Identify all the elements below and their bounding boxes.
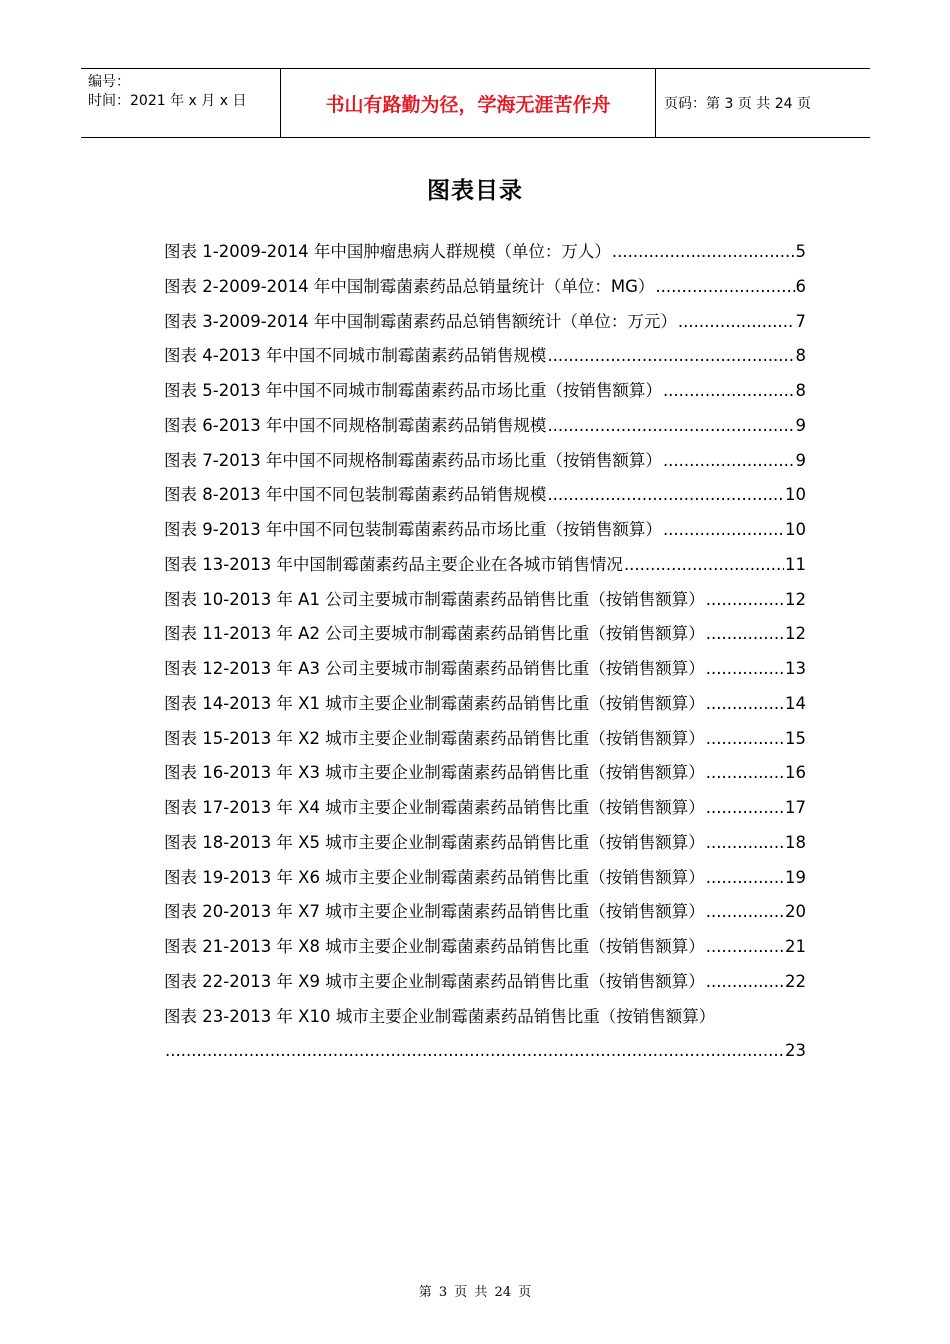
toc-entry-label: 图表 4-2013 年中国不同城市制霉菌素药品销售规模 [164,346,547,366]
toc-entry-page: 14 [785,693,806,713]
toc-entry[interactable] [164,866,806,901]
toc-entry[interactable] [164,518,806,553]
toc-leader-dots [624,553,784,577]
toc-leader-dots [706,761,784,785]
toc-entry[interactable] [164,761,806,796]
toc-entry-label: 图表 5-2013 年中国不同城市制霉菌素药品市场比重（按销售额算） [164,381,662,400]
toc-leader-dots [706,692,784,716]
page-footer: 第 3 页 共 24 页 [418,1285,532,1300]
toc-entry-label: 图表 10-2013 年 A1 公司主要城市制霉菌素药品销售比重（按销售额算） [164,589,705,609]
toc-entry-label: 图表 11-2013 年 A2 公司主要城市制霉菌素药品销售比重（按销售额算） [164,624,705,644]
toc-leader-dots [547,414,794,438]
toc-entry-label: 图表 18-2013 年 X5 城市主要企业制霉菌素药品销售比重（按销售额算） [164,832,705,852]
toc-leader-dots [655,275,794,299]
toc-entry-label: 图表 14-2013 年 X1 城市主要企业制霉菌素药品销售比重（按销售额算） [164,693,705,713]
header-page-info: 页码：第 3 页 共 24 页 [664,96,811,112]
toc-entry[interactable] [164,935,806,970]
toc-entry-label: 图表 23-2013 年 X10 城市主要企业制霉菌素药品销售比重（按销售额算） [164,1006,716,1026]
toc-entry[interactable] [164,240,806,275]
toc-entry-label: 图表 13-2013 年中国制霉菌素药品主要企业在各城市销售情况 [164,554,623,574]
toc-entry-page: 23 [785,1040,806,1060]
toc-entry[interactable] [164,414,806,449]
toc-entry[interactable] [164,622,806,657]
toc-entry-label: 图表 9-2013 年中国不同包装制霉菌素药品市场比重（按销售额算） [164,520,662,539]
toc-entry-page: 5 [795,242,806,261]
toc-entry[interactable] [164,657,806,692]
header-meta [81,69,281,137]
toc-leader-dots [678,310,795,334]
toc-entry-label: 图表 3-2009-2014 年中国制霉菌素药品总销售额统计（单位：万元） [164,311,677,331]
toc-entry-page: 15 [785,728,806,748]
toc-entry-label: 图表 16-2013 年 X3 城市主要企业制霉菌素药品销售比重（按销售额算） [164,763,705,783]
toc-entry-label: 图表 2-2009-2014 年中国制霉菌素药品总销量统计（单位：MG） [164,276,655,296]
toc-entry-label: 图表 8-2013 年中国不同包装制霉菌素药品销售规模 [164,485,547,505]
toc-entry-label: 图表 19-2013 年 X6 城市主要企业制霉菌素药品销售比重（按销售额算） [164,867,705,887]
toc-entry[interactable] [164,379,806,414]
toc-entry-page: 8 [795,381,806,400]
toc-entry-page: 20 [785,902,806,922]
toc-entry[interactable] [164,588,806,623]
toc-entry-label: 图表 7-2013 年中国不同规格制霉菌素药品市场比重（按销售额算） [164,450,662,470]
toc-entry[interactable] [164,449,806,484]
toc-entry[interactable] [164,900,806,935]
toc-entry-label: 图表 6-2013 年中国不同规格制霉菌素药品销售规模 [164,415,547,435]
toc-leader-dots [706,831,784,855]
toc-leader-dots [663,379,795,403]
toc-entry-label: 图表 15-2013 年 X2 城市主要企业制霉菌素药品销售比重（按销售额算） [164,728,705,748]
toc-entry[interactable] [164,344,806,379]
toc-entry-label: 图表 21-2013 年 X8 城市主要企业制霉菌素药品销售比重（按销售额算） [164,937,705,956]
toc-entry-page: 13 [785,659,806,678]
toc-leader-dots [547,344,794,368]
toc-entry-continuation [164,1039,806,1063]
toc-leader-dots [706,796,784,820]
toc-entry-page: 16 [785,763,806,783]
toc-entry[interactable] [164,796,806,831]
page-header [81,68,870,138]
toc-entry-page: 7 [795,311,806,331]
date-label: 时间：2021 年 x 月 x 日 [88,93,247,109]
toc-entry-page: 8 [795,346,806,366]
toc-entry-page: 18 [785,832,806,852]
toc-leader-dots [663,449,795,473]
table-of-figures [164,240,806,1063]
toc-entry-label: 图表 1-2009-2014 年中国肿瘤患病人群规模（单位：万人） [164,242,611,261]
toc-entry-label: 图表 22-2013 年 X9 城市主要企业制霉菌素药品销售比重（按销售额算） [164,971,705,991]
toc-entry-page: 12 [785,589,806,609]
toc-leader-dots [706,657,784,681]
toc-entry-page: 9 [795,450,806,470]
toc-entry[interactable] [164,1005,806,1063]
toc-leader-dots [706,727,784,751]
toc-leader-dots [663,518,784,542]
toc-entry-label: 图表 20-2013 年 X7 城市主要企业制霉菌素药品销售比重（按销售额算） [164,902,705,922]
toc-leader-dots [612,240,795,264]
toc-leader-dots [165,1039,784,1063]
toc-entry-page: 6 [795,276,806,296]
toc-entry[interactable] [164,831,806,866]
toc-leader-dots [706,900,784,924]
toc-entry[interactable] [164,310,806,345]
page-title: 图表目录 [427,178,523,204]
toc-entry-page: 10 [785,485,806,505]
toc-entry[interactable] [164,553,806,588]
toc-entry[interactable] [164,483,806,518]
toc-entry-page: 17 [785,798,806,817]
toc-entry[interactable] [164,970,806,1005]
toc-entry-page: 12 [785,624,806,644]
number-label: 编号： [88,74,130,90]
toc-entry-page: 22 [785,971,806,991]
toc-entry-page: 10 [785,520,806,539]
toc-entry[interactable] [164,727,806,762]
header-motto: 书山有路勤为径，学海无涯苦作舟 [281,69,656,137]
toc-entry-label: 图表 17-2013 年 X4 城市主要企业制霉菌素药品销售比重（按销售额算） [164,798,705,817]
toc-entry-page: 9 [795,415,806,435]
toc-leader-dots [706,622,784,646]
toc-entry-label: 图表 12-2013 年 A3 公司主要城市制霉菌素药品销售比重（按销售额算） [164,659,705,678]
toc-leader-dots [706,970,784,994]
toc-leader-dots [706,588,784,612]
toc-leader-dots [706,866,784,890]
toc-entry-page: 11 [785,554,806,574]
toc-entry[interactable] [164,275,806,310]
toc-entry-page: 21 [785,937,806,956]
toc-entry[interactable] [164,692,806,727]
toc-entry-page: 19 [785,867,806,887]
toc-leader-dots [706,935,784,959]
toc-leader-dots [547,483,784,507]
